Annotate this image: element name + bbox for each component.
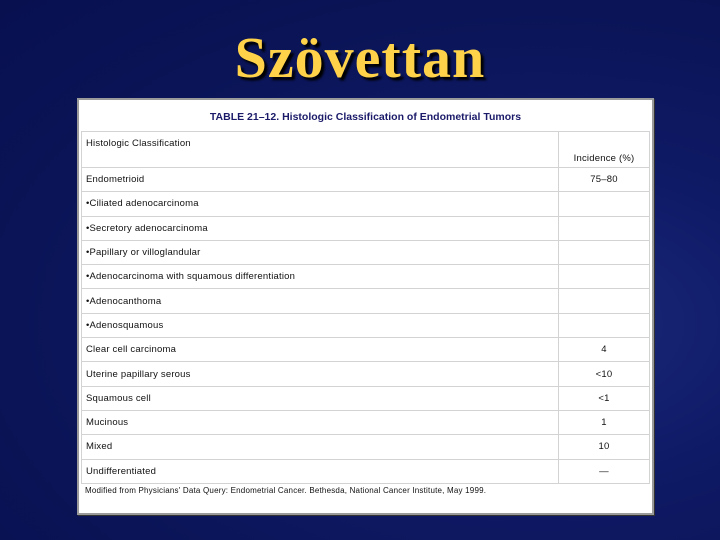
row-label: •Secretory adenocarcinoma [82, 216, 559, 240]
row-label: Clear cell carcinoma [82, 338, 559, 362]
row-label: •Ciliated adenocarcinoma [82, 192, 559, 216]
slide-title: Szövettan [234, 25, 486, 90]
row-value [559, 216, 650, 240]
column-header-incidence: Incidence (%) [559, 132, 650, 168]
row-value: 4 [559, 338, 650, 362]
row-value: <10 [559, 362, 650, 386]
table-row [82, 216, 650, 240]
column-header-classification: Histologic Classification [82, 132, 559, 168]
row-label: Squamous cell [82, 386, 559, 410]
table-header-row [82, 132, 650, 168]
row-value: — [559, 459, 650, 483]
row-label: Mixed [82, 435, 559, 459]
row-value: 10 [559, 435, 650, 459]
row-label: •Adenosquamous [82, 313, 559, 337]
row-value [559, 265, 650, 289]
table-row [82, 168, 650, 192]
row-label: •Adenocanthoma [82, 289, 559, 313]
table-row [82, 338, 650, 362]
row-label: Uterine papillary serous [82, 362, 559, 386]
table-panel [77, 98, 654, 515]
table-row [82, 362, 650, 386]
row-value [559, 192, 650, 216]
row-label: Mucinous [82, 410, 559, 434]
table-row [82, 410, 650, 434]
row-value: 1 [559, 410, 650, 434]
row-value [559, 240, 650, 264]
table-caption: TABLE 21–12. Histologic Classification of Endometrial Tumors [209, 111, 522, 123]
table-row [82, 240, 650, 264]
table-row [82, 289, 650, 313]
table-row [82, 386, 650, 410]
table-footnote: Modified from Physicians' Data Query: Endometrial Cancer. Bethesda, National Cancer Institute, May 1999. [85, 486, 487, 495]
row-label: •Adenocarcinoma with squamous differentiation [82, 265, 559, 289]
table-row [82, 435, 650, 459]
row-label: •Papillary or villoglandular [82, 240, 559, 264]
row-value: <1 [559, 386, 650, 410]
table-row [82, 265, 650, 289]
table-row [82, 313, 650, 337]
table-row [82, 459, 650, 483]
row-value: 75–80 [559, 168, 650, 192]
row-label: Undifferentiated [82, 459, 559, 483]
row-value [559, 313, 650, 337]
classification-table [81, 131, 650, 484]
table-row [82, 192, 650, 216]
row-label: Endometrioid [82, 168, 559, 192]
row-value [559, 289, 650, 313]
